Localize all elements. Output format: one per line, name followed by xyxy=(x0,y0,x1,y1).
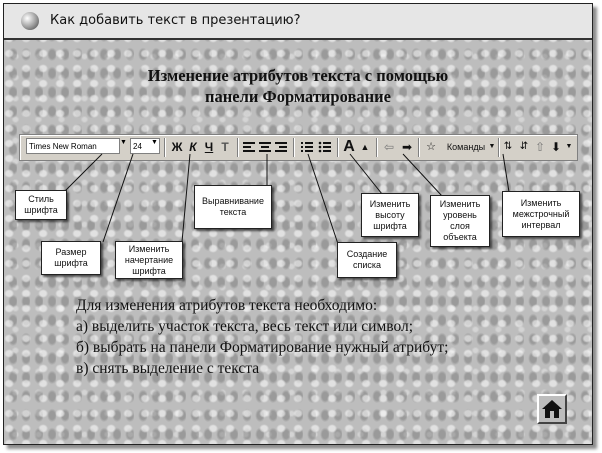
body-text xyxy=(76,295,448,379)
shadow-button[interactable]: Т xyxy=(221,140,229,154)
callout-list: Создание списка xyxy=(337,242,397,278)
move-down-icon[interactable]: ⬇ xyxy=(550,140,562,154)
home-icon xyxy=(539,396,565,422)
body-line-3: б) выбрать на панели Форматирование нужный атрибут; xyxy=(76,339,449,356)
callout-font-size: Размер шрифта xyxy=(41,241,101,275)
body-line-1: Для изменения атрибутов текста необходимо: xyxy=(76,297,378,314)
callout-font-face: Изменить начертание шрифта xyxy=(115,241,183,279)
font-name-dropdown[interactable]: Times New Roman xyxy=(26,138,120,154)
demote-icon[interactable]: ➡ xyxy=(401,140,413,154)
callout-alignment: Выравнивание текста xyxy=(194,185,272,229)
line-spacing-increase-icon[interactable]: ⇅ xyxy=(503,141,513,152)
slide xyxy=(3,3,593,445)
increase-font-icon[interactable]: A xyxy=(343,138,355,155)
move-up-icon[interactable]: ⇧ xyxy=(534,140,546,154)
bold-button[interactable]: Ж xyxy=(171,140,183,154)
body-line-2: а) выделить участок текста, весь текст или символ; xyxy=(76,318,414,335)
chevron-down-icon[interactable]: ▼ xyxy=(565,143,573,150)
callout-layer-level: Изменить уровень слоя объекта xyxy=(430,195,490,247)
chevron-down-icon[interactable]: ▼ xyxy=(151,139,158,146)
callout-font-height: Изменить высоту шрифта xyxy=(361,193,419,237)
font-size-dropdown[interactable]: 24 xyxy=(130,138,160,154)
callout-line-spacing: Изменить межстрочный интервал xyxy=(502,191,580,237)
underline-button[interactable]: Ч xyxy=(204,140,214,154)
promote-icon[interactable]: ⇦ xyxy=(383,140,395,154)
body-line-4: в) снять выделение с текста xyxy=(76,360,260,377)
heading-line-2: панели Форматирование xyxy=(205,87,391,106)
chevron-down-icon[interactable]: ▼ xyxy=(488,143,496,150)
animation-icon[interactable]: ☆ xyxy=(426,141,436,153)
heading-line-1: Изменение атрибутов текста с помощью xyxy=(147,66,449,85)
italic-button[interactable]: К xyxy=(189,140,197,154)
home-button[interactable] xyxy=(537,394,567,424)
commands-button[interactable]: Команды xyxy=(446,142,486,152)
line-spacing-decrease-icon[interactable]: ⇵ xyxy=(519,141,529,152)
chevron-down-icon[interactable]: ▼ xyxy=(120,139,127,146)
slide-title: Как добавить текст в презентацию? xyxy=(50,13,301,28)
decrease-font-icon[interactable]: ▲ xyxy=(360,142,370,152)
callout-font-style: Стиль шрифта xyxy=(15,190,67,220)
